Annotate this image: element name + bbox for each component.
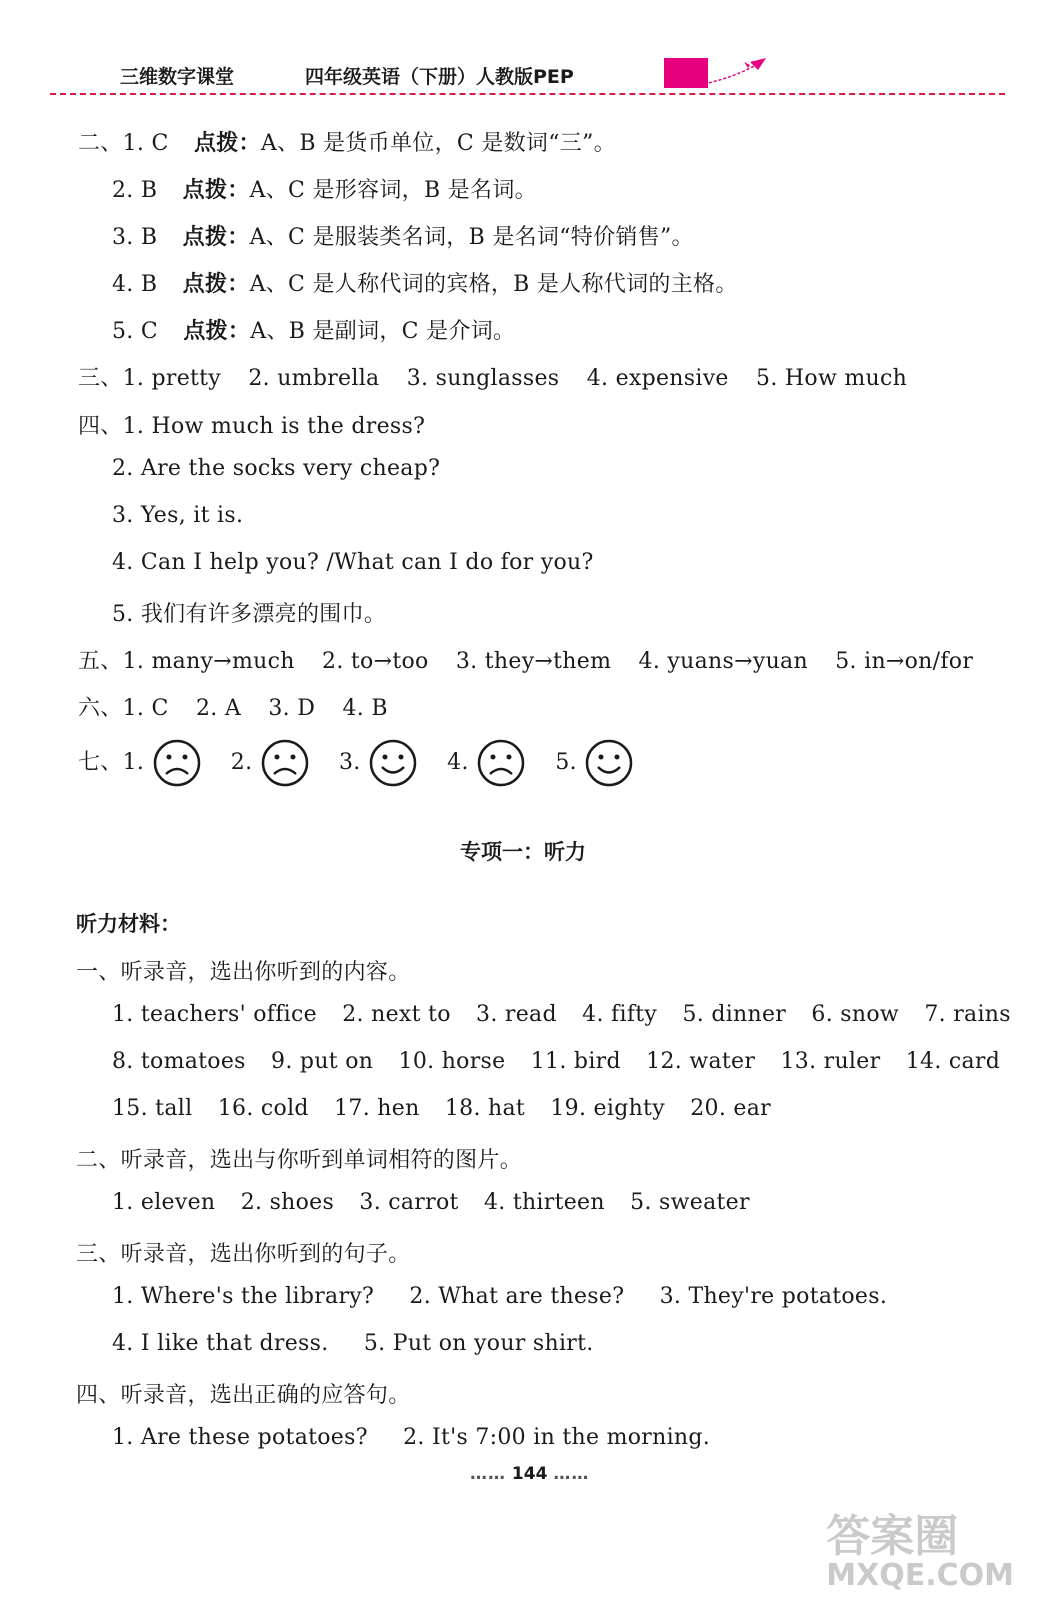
section-marker: 三、 bbox=[78, 366, 123, 391]
dot-leader: …… bbox=[553, 1464, 590, 1484]
word-item: 3. read bbox=[476, 1002, 557, 1027]
section-marker: 五、 bbox=[78, 649, 123, 674]
word-row bbox=[112, 1049, 1000, 1074]
answer-row bbox=[78, 126, 616, 157]
answer-item: 3. D bbox=[268, 696, 316, 721]
word-item: 18. hat bbox=[444, 1096, 526, 1121]
answer-number: 1. C bbox=[122, 131, 169, 156]
answer-item: 1. How much is the dress? bbox=[122, 414, 426, 439]
answer-item: 3. Yes, it is. bbox=[112, 503, 244, 528]
sentence-row bbox=[112, 1425, 710, 1450]
sentence-row bbox=[112, 1284, 887, 1309]
sad-face-icon bbox=[476, 738, 526, 788]
word-item: 10. horse bbox=[398, 1049, 506, 1074]
answer-item: 2. to→too bbox=[322, 649, 429, 674]
tip-text: A、C 是人称代词的宾格，B 是人称代词的主格。 bbox=[249, 272, 738, 297]
answer-item: 2. A bbox=[195, 696, 242, 721]
header-divider bbox=[50, 93, 1005, 95]
sentence-item: 2. It's 7:00 in the morning. bbox=[403, 1425, 711, 1450]
word-item: 8. tomatoes bbox=[112, 1049, 246, 1074]
sentence-item: 1. Where's the library? bbox=[112, 1284, 375, 1309]
section-marker: 四、 bbox=[78, 414, 123, 439]
answer-item: 4. expensive bbox=[586, 366, 729, 391]
question-heading: 四、听录音，选出正确的应答句。 bbox=[76, 1383, 411, 1408]
dot-leader: …… bbox=[470, 1464, 506, 1484]
word-item: 5. sweater bbox=[630, 1190, 750, 1215]
answer-row bbox=[112, 314, 515, 345]
tip-text: A、C 是服装类名词，B 是名词“特价销售”。 bbox=[249, 225, 694, 250]
word-row bbox=[112, 1096, 771, 1121]
answer-item: 5. 我们有许多漂亮的围巾。 bbox=[112, 602, 387, 627]
book-title: 四年级英语（下册）人教版PEP bbox=[305, 66, 574, 88]
word-item: 4. thirteen bbox=[483, 1190, 605, 1215]
sentence-item: 4. I like that dress. bbox=[112, 1331, 329, 1356]
watermark-logo bbox=[826, 1511, 1014, 1593]
tip-label: 点拨： bbox=[193, 130, 261, 156]
face-number: 3. bbox=[338, 750, 361, 775]
section-marker: 六、 bbox=[78, 696, 123, 721]
answer-item: 4. Can I help you? /What can I do for you? bbox=[112, 550, 594, 575]
question-heading: 三、听录音，选出你听到的句子。 bbox=[76, 1242, 411, 1267]
sentence-row bbox=[112, 1331, 594, 1356]
word-row bbox=[112, 1002, 1011, 1027]
word-row bbox=[112, 1190, 750, 1215]
word-item: 13. ruler bbox=[780, 1049, 881, 1074]
answer-row bbox=[78, 691, 388, 722]
word-item: 15. tall bbox=[112, 1096, 193, 1121]
special-title: 专项一：听力 bbox=[460, 840, 586, 864]
answer-row bbox=[112, 267, 738, 298]
face-answer-row bbox=[78, 738, 634, 788]
face-number: 2. bbox=[230, 750, 253, 775]
answer-item: 1. C bbox=[122, 696, 169, 721]
answer-item: 5. in→on/for bbox=[835, 649, 974, 674]
answer-row bbox=[78, 409, 425, 440]
face-number: 1. bbox=[122, 750, 145, 775]
answer-number: 2. B bbox=[112, 178, 158, 203]
answer-number: 3. B bbox=[112, 225, 158, 250]
sad-face-icon bbox=[152, 738, 202, 788]
answer-number: 4. B bbox=[112, 272, 158, 297]
sad-face-icon bbox=[260, 738, 310, 788]
rocket-icon bbox=[700, 56, 768, 90]
tip-text: A、C 是形容词，B 是名词。 bbox=[249, 178, 537, 203]
word-item: 19. eighty bbox=[550, 1096, 665, 1121]
answer-item: 2. umbrella bbox=[248, 366, 380, 391]
answer-item: 3. they→them bbox=[455, 649, 612, 674]
tip-text: A、B 是副词，C 是介词。 bbox=[250, 319, 516, 344]
answer-row bbox=[112, 173, 537, 204]
word-item: 1. eleven bbox=[112, 1190, 216, 1215]
tip-label: 点拨： bbox=[182, 224, 250, 250]
word-item: 17. hen bbox=[334, 1096, 420, 1121]
answer-row bbox=[78, 361, 907, 392]
watermark-domain: MXQE.COM bbox=[826, 1558, 1014, 1593]
answer-item: 1. pretty bbox=[122, 366, 222, 391]
watermark-text: 答案圈 bbox=[826, 1511, 959, 1562]
sentence-item: 5. Put on your shirt. bbox=[363, 1331, 594, 1356]
tip-text: A、B 是货币单位，C 是数词“三”。 bbox=[260, 131, 616, 156]
word-item: 5. dinner bbox=[682, 1002, 787, 1027]
face-number: 5. bbox=[555, 750, 577, 775]
word-item: 7. rains bbox=[924, 1002, 1011, 1027]
happy-face-icon bbox=[584, 738, 634, 788]
page-number-value: 144 bbox=[511, 1464, 548, 1484]
section-marker: 七、 bbox=[78, 750, 123, 775]
answer-item: 4. B bbox=[342, 696, 388, 721]
answer-item: 3. sunglasses bbox=[406, 366, 560, 391]
sentence-item: 2. What are these? bbox=[409, 1284, 625, 1309]
answer-item: 5. How much bbox=[756, 366, 908, 391]
question-heading: 二、听录音，选出与你听到单词相符的图片。 bbox=[76, 1148, 523, 1173]
word-item: 2. next to bbox=[342, 1002, 451, 1027]
word-item: 1. teachers' office bbox=[112, 1002, 317, 1027]
tip-label: 点拨： bbox=[183, 318, 251, 344]
face-number: 4. bbox=[447, 750, 469, 775]
section-marker: 二、 bbox=[78, 131, 123, 156]
page-number bbox=[470, 1464, 589, 1484]
word-item: 3. carrot bbox=[359, 1190, 459, 1215]
answer-item: 4. yuans→yuan bbox=[638, 649, 808, 674]
word-item: 14. card bbox=[905, 1049, 1001, 1074]
word-item: 2. shoes bbox=[240, 1190, 335, 1215]
answer-item: 2. Are the socks very cheap? bbox=[112, 456, 441, 481]
answer-item: 1. many→much bbox=[122, 649, 295, 674]
answer-row bbox=[78, 644, 973, 675]
tip-label: 点拨： bbox=[182, 177, 250, 203]
word-item: 9. put on bbox=[271, 1049, 374, 1074]
word-item: 6. snow bbox=[811, 1002, 900, 1027]
word-item: 4. fifty bbox=[582, 1002, 658, 1027]
tip-label: 点拨： bbox=[182, 271, 250, 297]
question-heading: 一、听录音，选出你听到的内容。 bbox=[76, 960, 411, 985]
sentence-item: 1. Are these potatoes? bbox=[112, 1425, 368, 1450]
material-label: 听力材料： bbox=[76, 912, 181, 936]
sentence-item: 3. They're potatoes. bbox=[659, 1284, 888, 1309]
word-item: 12. water bbox=[646, 1049, 756, 1074]
answer-row bbox=[112, 220, 694, 251]
series-title: 三维数字课堂 bbox=[120, 66, 235, 88]
word-item: 11. bird bbox=[530, 1049, 621, 1074]
answer-number: 5. C bbox=[112, 319, 159, 344]
word-item: 16. cold bbox=[217, 1096, 309, 1121]
word-item: 20. ear bbox=[690, 1096, 771, 1121]
happy-face-icon bbox=[368, 738, 418, 788]
